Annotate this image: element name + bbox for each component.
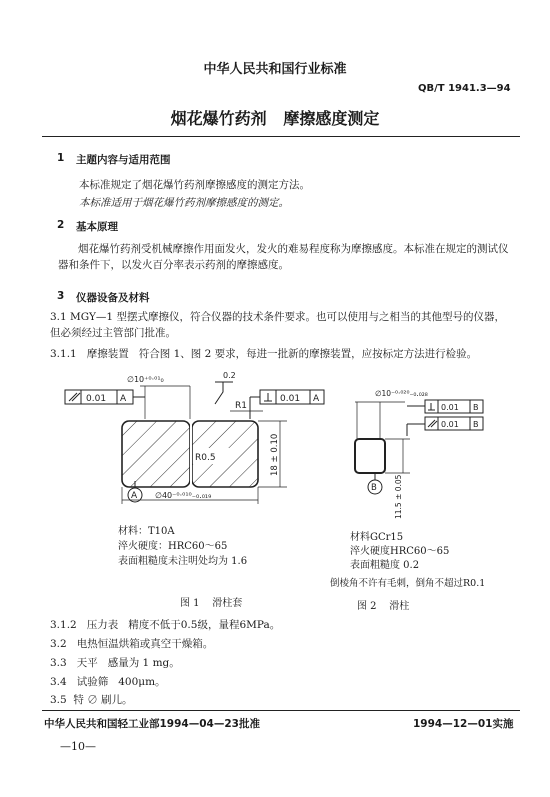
fig1-tol2-ref: A bbox=[313, 394, 320, 404]
fig2-datum-b: B bbox=[371, 483, 377, 493]
fig1-tol1-ref: A bbox=[120, 394, 127, 404]
fig2-tolerance-frame-1 bbox=[407, 400, 483, 413]
clause-3-5: 3.5 特 ∅ 刷儿。 bbox=[50, 694, 133, 706]
fig1-r1-label: R1 bbox=[235, 401, 247, 411]
clause-3-3: 3.3 天平 感量为 1 mg。 bbox=[50, 657, 180, 669]
fig2-edge-note: 倒棱角不许有毛刺，倒角不超过R0.1 bbox=[330, 578, 486, 589]
fig1-tolerance-frame-2 bbox=[250, 390, 324, 419]
document-title: 烟花爆竹药剂 摩擦感度测定 bbox=[170, 109, 380, 128]
fig1-r05-label: R0.5 bbox=[195, 453, 216, 463]
fig1-tolerance-frame-1 bbox=[65, 390, 145, 404]
clause-3-1: 3.1 MGY—1 型摆式摩擦仪，符合仪器的技术条件要求。也可以使用与之相当的其他型号的仪器，但必须经过主管部门批准。 bbox=[50, 311, 505, 339]
effective-date: 1994—12—01实施 bbox=[413, 718, 514, 730]
clause-3-4: 3.4 试验筛 400μm。 bbox=[50, 676, 166, 688]
fig2-tolerance-frame-2 bbox=[407, 417, 483, 436]
header-rule bbox=[42, 136, 520, 137]
section-1-number: 1 bbox=[57, 152, 65, 164]
section-1-title: 主题内容与适用范围 bbox=[76, 154, 171, 166]
clause-3-2: 3.2 电热恒温烘箱或真空干燥箱。 bbox=[50, 638, 214, 650]
fig1-dia-top: ∅10⁺⁰·⁰¹₀ bbox=[127, 375, 164, 384]
section-2-title: 基本原理 bbox=[76, 221, 118, 233]
section-2-number: 2 bbox=[57, 219, 65, 231]
fig2-tol1-ref: B bbox=[473, 403, 479, 412]
footer-rule bbox=[42, 710, 520, 711]
fig2-caption: 图 2 滑柱 bbox=[357, 601, 410, 612]
fig2-roughness: 表面粗糙度 0.2 bbox=[350, 560, 420, 571]
fig1-flatness-value: 0.2 bbox=[223, 371, 236, 380]
figure-2-drawing bbox=[345, 384, 495, 524]
fig1-tol2-value: 0.01 bbox=[280, 394, 301, 404]
fig2-dia-top: ∅10⁻⁰·⁰²⁰₋₀.₀₂₈ bbox=[375, 389, 428, 398]
section-1-para-1: 本标准规定了烟花爆竹药剂摩擦感度的测定方法。 bbox=[79, 179, 310, 191]
standard-code: QB/T 1941.3—94 bbox=[418, 83, 511, 94]
fig1-tol1-value: 0.01 bbox=[86, 394, 107, 404]
section-1-para-2: 本标准适用于烟花爆竹药剂摩擦感度的测定。 bbox=[79, 197, 289, 209]
figure-1-drawing bbox=[55, 364, 335, 564]
fig2-hardness: 淬火硬度HRC60～65 bbox=[350, 546, 450, 557]
approval-text: 中华人民共和国轻工业部1994—04—23批准 bbox=[44, 718, 260, 730]
section-3-number: 3 bbox=[57, 290, 65, 302]
clause-3-1-1: 3.1.1 摩擦装置 符合图 1、图 2 要求，每进一批新的摩擦装置，应按标定方法进行检验。 bbox=[50, 348, 478, 360]
clause-3-1-2: 3.1.2 压力表 精度不低于0.5级，量程6MPa。 bbox=[50, 619, 281, 631]
fig1-material: 材料：T10A bbox=[118, 526, 175, 537]
fig1-roughness: 表面粗糙度未注明处均为 1.6 bbox=[118, 556, 248, 567]
fig2-material: 材料GCr15 bbox=[350, 532, 404, 543]
fig1-caption: 图 1 滑柱套 bbox=[180, 598, 243, 609]
page-number: —10— bbox=[60, 740, 96, 753]
fig2-pin-body bbox=[355, 439, 385, 473]
fig1-sleeve-body bbox=[122, 421, 258, 487]
section-3-title: 仪器设备及材料 bbox=[76, 292, 150, 304]
section-2-para: 烟花爆竹药剂受机械摩擦作用面发火，发火的难易程度称为摩擦感度。本标准在规定的测试仪器和条件下，以发火百分率表示药剂的摩擦感度。 bbox=[58, 243, 509, 271]
fig2-tol2-value: 0.01 bbox=[441, 420, 459, 429]
org-title: 中华人民共和国行业标准 bbox=[203, 62, 347, 77]
fig2-tol1-value: 0.01 bbox=[441, 403, 459, 412]
fig1-hardness: 淬火硬度：HRC60～65 bbox=[118, 541, 228, 552]
fig1-height-dim: 18 ± 0.10 bbox=[270, 433, 280, 476]
fig2-height-dim: 11.5 ± 0.05 bbox=[394, 474, 403, 519]
fig1-datum-a: A bbox=[131, 491, 138, 501]
fig1-dia-bottom: ∅40⁻⁰·⁰¹⁰₋₀.₀₁₉ bbox=[155, 491, 212, 500]
fig2-tol2-ref: B bbox=[473, 420, 479, 429]
